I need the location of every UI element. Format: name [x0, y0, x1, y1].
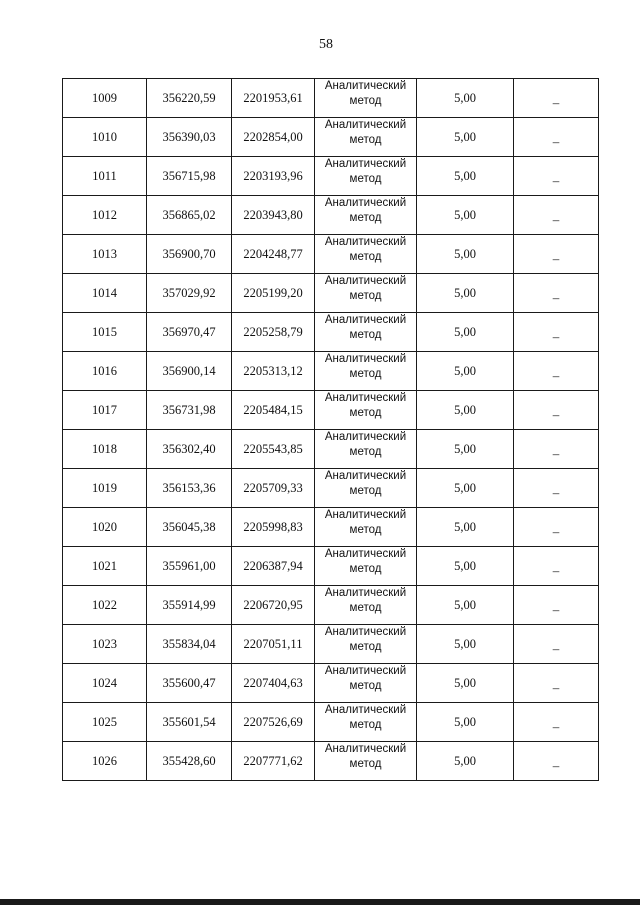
note: – [552, 524, 560, 539]
accuracy-cell [417, 313, 514, 352]
method-cell [315, 196, 417, 235]
accuracy: 5,00 [454, 246, 476, 261]
accuracy-cell [417, 157, 514, 196]
table-row [63, 391, 599, 430]
table-row [63, 547, 599, 586]
x-coordinate: 355428,60 [162, 753, 216, 768]
x-coordinate: 356302,40 [162, 441, 216, 456]
y-coordinate: 2202854,00 [243, 129, 303, 144]
method-line-1: Аналитический [324, 119, 407, 131]
note: – [552, 680, 560, 695]
point-id: 1020 [92, 519, 117, 534]
point-id: 1019 [92, 480, 117, 495]
note-cell [514, 664, 599, 703]
note: – [552, 719, 560, 734]
method-line-1: Аналитический [324, 509, 407, 521]
method-line-2: метод [349, 758, 382, 770]
method [325, 274, 406, 304]
method-line-1: Аналитический [324, 80, 407, 92]
x-coordinate: 356865,02 [162, 207, 216, 222]
method-cell [315, 313, 417, 352]
y-coordinate-cell [232, 352, 315, 391]
y-coordinate: 2205998,83 [243, 519, 303, 534]
point-id-cell [63, 430, 147, 469]
method-line-2: метод [349, 212, 382, 224]
x-coordinate: 355834,04 [162, 636, 216, 651]
accuracy-cell [417, 508, 514, 547]
x-coordinate-cell [147, 391, 232, 430]
x-coordinate-cell [147, 508, 232, 547]
note: – [552, 134, 560, 149]
x-coordinate: 356045,38 [162, 519, 216, 534]
method-cell [315, 703, 417, 742]
accuracy: 5,00 [454, 207, 476, 222]
x-coordinate: 355961,00 [162, 558, 216, 573]
method [325, 703, 406, 733]
note: – [552, 602, 560, 617]
x-coordinate-cell [147, 235, 232, 274]
note: – [552, 368, 560, 383]
note-cell [514, 352, 599, 391]
accuracy: 5,00 [454, 402, 476, 417]
method [325, 625, 406, 655]
x-coordinate-cell [147, 625, 232, 664]
note-cell [514, 79, 599, 118]
method-line-2: метод [349, 251, 382, 263]
table-row [63, 157, 599, 196]
x-coordinate: 356390,03 [162, 129, 216, 144]
x-coordinate: 356970,47 [162, 324, 216, 339]
y-coordinate: 2207404,63 [243, 675, 303, 690]
y-coordinate-cell [232, 547, 315, 586]
y-coordinate-cell [232, 430, 315, 469]
x-coordinate: 356153,36 [162, 480, 216, 495]
y-coordinate: 2204248,77 [243, 246, 303, 261]
accuracy: 5,00 [454, 519, 476, 534]
point-id-cell [63, 586, 147, 625]
method-line-2: метод [349, 680, 382, 692]
x-coordinate-cell [147, 313, 232, 352]
point-id: 1025 [92, 714, 117, 729]
y-coordinate: 2203943,80 [243, 207, 303, 222]
point-id: 1021 [92, 558, 117, 573]
accuracy: 5,00 [454, 753, 476, 768]
table-row [63, 79, 599, 118]
method [325, 586, 406, 616]
note-cell [514, 469, 599, 508]
accuracy-cell [417, 742, 514, 781]
y-coordinate: 2205258,79 [243, 324, 303, 339]
y-coordinate: 2205709,33 [243, 480, 303, 495]
method [325, 118, 406, 148]
method-line-2: метод [349, 134, 382, 146]
accuracy: 5,00 [454, 168, 476, 183]
point-id: 1011 [92, 168, 117, 183]
accuracy-cell [417, 79, 514, 118]
bottom-border [0, 899, 640, 905]
accuracy: 5,00 [454, 597, 476, 612]
accuracy-cell [417, 586, 514, 625]
method [325, 469, 406, 499]
method-line-1: Аналитический [324, 314, 407, 326]
note-cell [514, 157, 599, 196]
y-coordinate-cell [232, 118, 315, 157]
accuracy: 5,00 [454, 363, 476, 378]
y-coordinate: 2201953,61 [243, 90, 303, 105]
accuracy: 5,00 [454, 675, 476, 690]
method [325, 313, 406, 343]
note-cell [514, 703, 599, 742]
point-id: 1022 [92, 597, 117, 612]
point-id: 1013 [92, 246, 117, 261]
accuracy: 5,00 [454, 558, 476, 573]
method-line-1: Аналитический [324, 587, 407, 599]
method [325, 547, 406, 577]
point-id-cell [63, 274, 147, 313]
table-row [63, 430, 599, 469]
note: – [552, 329, 560, 344]
method-cell [315, 547, 417, 586]
method-line-2: метод [349, 173, 382, 185]
table-row [63, 274, 599, 313]
table-row [63, 352, 599, 391]
table-row [63, 196, 599, 235]
method-line-2: метод [349, 368, 382, 380]
note-cell [514, 235, 599, 274]
accuracy-cell [417, 430, 514, 469]
accuracy: 5,00 [454, 480, 476, 495]
x-coordinate-cell [147, 79, 232, 118]
y-coordinate-cell [232, 79, 315, 118]
table-row [63, 742, 599, 781]
point-id-cell [63, 469, 147, 508]
point-id: 1017 [92, 402, 117, 417]
y-coordinate: 2207771,62 [243, 753, 303, 768]
method-cell [315, 508, 417, 547]
y-coordinate-cell [232, 391, 315, 430]
point-id-cell [63, 352, 147, 391]
method-line-1: Аналитический [324, 353, 407, 365]
accuracy-cell [417, 625, 514, 664]
table-row [63, 625, 599, 664]
note: – [552, 95, 560, 110]
method-line-1: Аналитический [324, 704, 407, 716]
accuracy-cell [417, 391, 514, 430]
accuracy: 5,00 [454, 714, 476, 729]
accuracy-cell [417, 352, 514, 391]
table-row [63, 313, 599, 352]
note-cell [514, 274, 599, 313]
method-line-2: метод [349, 563, 382, 575]
method [325, 352, 406, 382]
table-row [63, 235, 599, 274]
point-id-cell [63, 313, 147, 352]
note: – [552, 407, 560, 422]
note: – [552, 251, 560, 266]
method [325, 196, 406, 226]
note-cell [514, 391, 599, 430]
point-id: 1016 [92, 363, 117, 378]
point-id-cell [63, 664, 147, 703]
note: – [552, 641, 560, 656]
accuracy-cell [417, 196, 514, 235]
x-coordinate-cell [147, 157, 232, 196]
note: – [552, 758, 560, 773]
y-coordinate-cell [232, 313, 315, 352]
point-id-cell [63, 118, 147, 157]
method-line-2: метод [349, 95, 382, 107]
table-row [63, 118, 599, 157]
note-cell [514, 118, 599, 157]
accuracy: 5,00 [454, 324, 476, 339]
accuracy: 5,00 [454, 636, 476, 651]
method-line-2: метод [349, 602, 382, 614]
method-line-2: метод [349, 641, 382, 653]
x-coordinate-cell [147, 547, 232, 586]
x-coordinate: 356715,98 [162, 168, 216, 183]
y-coordinate: 2207051,11 [243, 636, 303, 651]
method-line-1: Аналитический [324, 392, 407, 404]
coordinates-table [62, 78, 599, 781]
method-line-1: Аналитический [324, 548, 407, 560]
y-coordinate: 2205484,15 [243, 402, 303, 417]
method [325, 508, 406, 538]
x-coordinate: 356220,59 [162, 90, 216, 105]
point-id-cell [63, 391, 147, 430]
y-coordinate-cell [232, 664, 315, 703]
point-id: 1010 [92, 129, 117, 144]
accuracy: 5,00 [454, 441, 476, 456]
accuracy-cell [417, 118, 514, 157]
x-coordinate-cell [147, 742, 232, 781]
note-cell [514, 625, 599, 664]
point-id: 1014 [92, 285, 117, 300]
note: – [552, 446, 560, 461]
table-row [63, 586, 599, 625]
note: – [552, 290, 560, 305]
accuracy: 5,00 [454, 129, 476, 144]
x-coordinate: 357029,92 [162, 285, 216, 300]
method-line-2: метод [349, 446, 382, 458]
method-cell [315, 664, 417, 703]
y-coordinate-cell [232, 469, 315, 508]
x-coordinate-cell [147, 586, 232, 625]
point-id: 1024 [92, 675, 117, 690]
x-coordinate: 356900,14 [162, 363, 216, 378]
method-cell [315, 430, 417, 469]
point-id-cell [63, 79, 147, 118]
y-coordinate-cell [232, 196, 315, 235]
method-line-1: Аналитический [324, 158, 407, 170]
x-coordinate-cell [147, 469, 232, 508]
point-id-cell [63, 742, 147, 781]
x-coordinate: 356900,70 [162, 246, 216, 261]
y-coordinate-cell [232, 274, 315, 313]
method-cell [315, 79, 417, 118]
y-coordinate-cell [232, 625, 315, 664]
y-coordinate-cell [232, 703, 315, 742]
x-coordinate-cell [147, 352, 232, 391]
note-cell [514, 742, 599, 781]
y-coordinate-cell [232, 157, 315, 196]
point-id: 1015 [92, 324, 117, 339]
point-id-cell [63, 157, 147, 196]
point-id-cell [63, 508, 147, 547]
table-body [63, 79, 599, 781]
method-line-2: метод [349, 407, 382, 419]
x-coordinate: 356731,98 [162, 402, 216, 417]
method-cell [315, 157, 417, 196]
note: – [552, 212, 560, 227]
note: – [552, 485, 560, 500]
method [325, 157, 406, 187]
method-line-1: Аналитический [324, 197, 407, 209]
note-cell [514, 508, 599, 547]
point-id: 1023 [92, 636, 117, 651]
accuracy-cell [417, 547, 514, 586]
accuracy: 5,00 [454, 90, 476, 105]
x-coordinate-cell [147, 196, 232, 235]
method [325, 664, 406, 694]
accuracy-cell [417, 469, 514, 508]
method-cell [315, 586, 417, 625]
y-coordinate: 2206387,94 [243, 558, 303, 573]
method [325, 391, 406, 421]
method [325, 430, 406, 460]
y-coordinate-cell [232, 235, 315, 274]
method-cell [315, 274, 417, 313]
x-coordinate: 355600,47 [162, 675, 216, 690]
x-coordinate: 355601,54 [162, 714, 216, 729]
point-id-cell [63, 625, 147, 664]
y-coordinate-cell [232, 586, 315, 625]
point-id: 1009 [92, 90, 117, 105]
method [325, 235, 406, 265]
method-line-1: Аналитический [324, 743, 407, 755]
method-cell [315, 469, 417, 508]
method-line-2: метод [349, 290, 382, 302]
table-row [63, 664, 599, 703]
y-coordinate-cell [232, 742, 315, 781]
method-cell [315, 235, 417, 274]
x-coordinate-cell [147, 118, 232, 157]
accuracy-cell [417, 274, 514, 313]
page-number: 58 [319, 37, 333, 52]
y-coordinate: 2203193,96 [243, 168, 303, 183]
x-coordinate: 355914,99 [162, 597, 216, 612]
point-id-cell [63, 547, 147, 586]
method-cell [315, 742, 417, 781]
point-id: 1018 [92, 441, 117, 456]
note-cell [514, 547, 599, 586]
accuracy-cell [417, 235, 514, 274]
y-coordinate: 2206720,95 [243, 597, 303, 612]
method-line-2: метод [349, 524, 382, 536]
method-line-1: Аналитический [324, 665, 407, 677]
y-coordinate: 2205199,20 [243, 285, 303, 300]
table-row [63, 508, 599, 547]
point-id: 1026 [92, 753, 117, 768]
table-row [63, 469, 599, 508]
y-coordinate-cell [232, 508, 315, 547]
point-id: 1012 [92, 207, 117, 222]
method-line-1: Аналитический [324, 470, 407, 482]
x-coordinate-cell [147, 664, 232, 703]
note-cell [514, 196, 599, 235]
point-id-cell [63, 196, 147, 235]
note-cell [514, 430, 599, 469]
method-cell [315, 118, 417, 157]
x-coordinate-cell [147, 703, 232, 742]
method [325, 742, 406, 772]
method-cell [315, 391, 417, 430]
y-coordinate: 2205313,12 [243, 363, 303, 378]
accuracy: 5,00 [454, 285, 476, 300]
x-coordinate-cell [147, 430, 232, 469]
point-id-cell [63, 235, 147, 274]
x-coordinate-cell [147, 274, 232, 313]
method-line-2: метод [349, 329, 382, 341]
method-line-1: Аналитический [324, 236, 407, 248]
y-coordinate: 2207526,69 [243, 714, 303, 729]
y-coordinate: 2205543,85 [243, 441, 303, 456]
method-line-2: метод [349, 719, 382, 731]
note-cell [514, 586, 599, 625]
accuracy-cell [417, 703, 514, 742]
accuracy-cell [417, 664, 514, 703]
method-cell [315, 352, 417, 391]
method-cell [315, 625, 417, 664]
note-cell [514, 313, 599, 352]
method [325, 79, 406, 109]
point-id-cell [63, 703, 147, 742]
note: – [552, 173, 560, 188]
method-line-1: Аналитический [324, 275, 407, 287]
method-line-1: Аналитический [324, 626, 407, 638]
method-line-2: метод [349, 485, 382, 497]
note: – [552, 563, 560, 578]
table-row [63, 703, 599, 742]
method-line-1: Аналитический [324, 431, 407, 443]
